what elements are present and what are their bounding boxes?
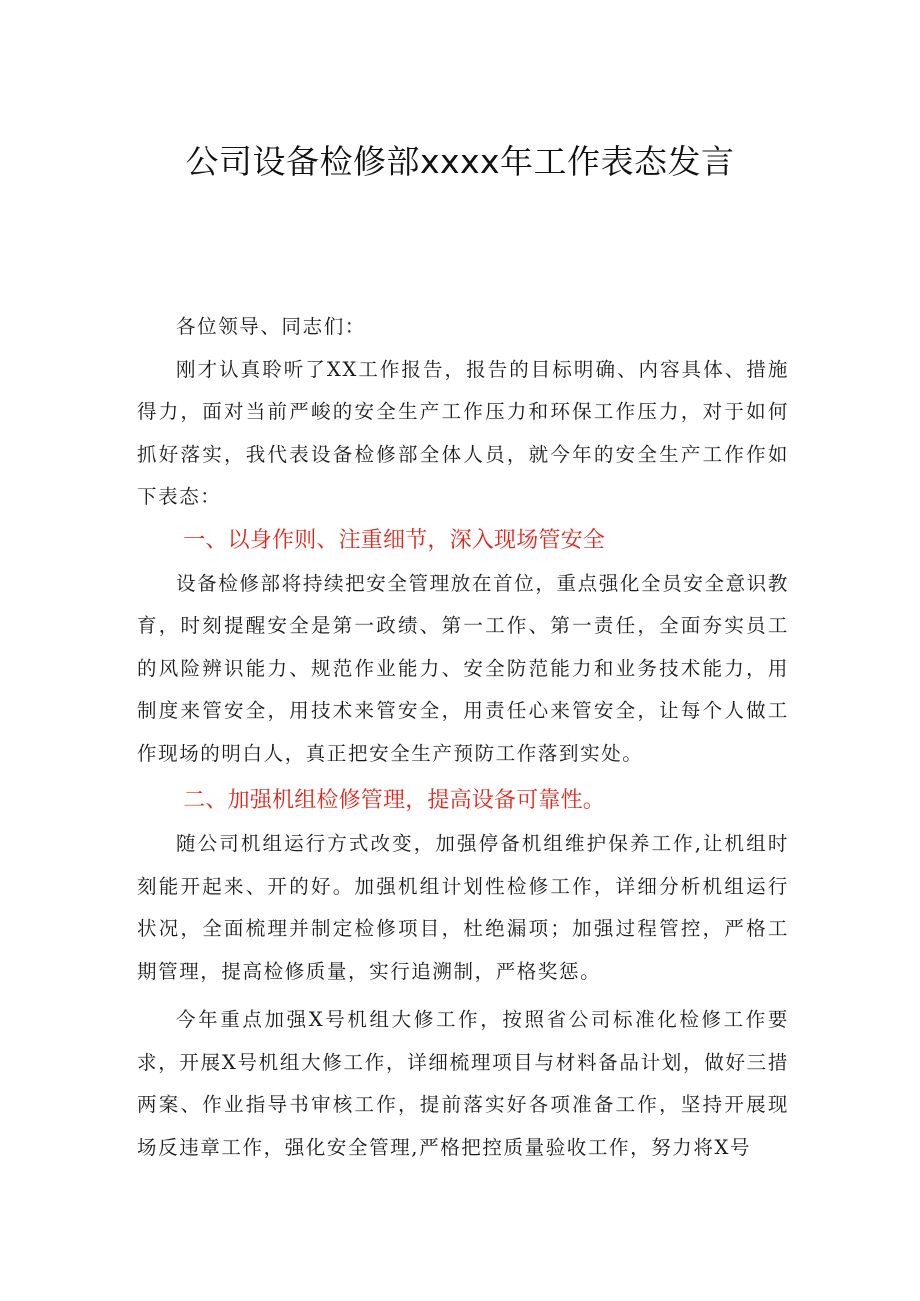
section-2-paragraph-1: 随公司机组运行方式改变，加强停备机组维护保养工作,让机组时刻能开起来、开的好。加强机组计划性检修工作，详细分析机组运行状况，全面梳理并制定检修项目，杜绝漏项；加强过程管控，严格工期管理，提高检修质量，实行追溯制，严格奖惩。: [137, 832, 789, 983]
section-1-paragraph-1: 设备检修部将持续把安全管理放在首位，重点强化全员安全意识教育，时刻提醒安全是第一政绩、第一工作、第一责任，全面夯实员工的风险辨识能力、规范作业能力、安全防范能力和业务技术能力，用制度来管安全，用技术来管安全，用责任心来管安全，让每个人做工作现场的明白人，真正把安全生产预防工作落到实处。: [137, 571, 789, 765]
intro-paragraph: 刚才认真聆听了XX工作报告，报告的目标明确、内容具体、措施得力，面对当前严峻的安全生产工作压力和环保工作压力，对于如何抓好落实，我代表设备检修部全体人员，就今年的安全生产工作作如下表态：: [137, 357, 789, 508]
section-heading-2: 二、加强机组检修管理，提高设备可靠性。: [183, 788, 605, 813]
document-title: 公司设备检修部xxxx年工作表态发言: [185, 142, 735, 181]
section-2-paragraph-2: 今年重点加强X号机组大修工作，按照省公司标准化检修工作要求，开展X号机组大修工作，详细梳理项目与材料备品计划，做好三措两案、作业指导书审核工作，提前落实好各项准备工作，坚持开展现场反违章工作，强化安全管理,严格把控质量验收工作，努力将X号: [137, 1008, 789, 1159]
section-heading-1: 一、以身作则、注重细节，深入现场管安全: [183, 527, 605, 553]
salutation: 各位领导、同志们：: [176, 315, 366, 338]
document-body: [137, 306, 789, 1169]
